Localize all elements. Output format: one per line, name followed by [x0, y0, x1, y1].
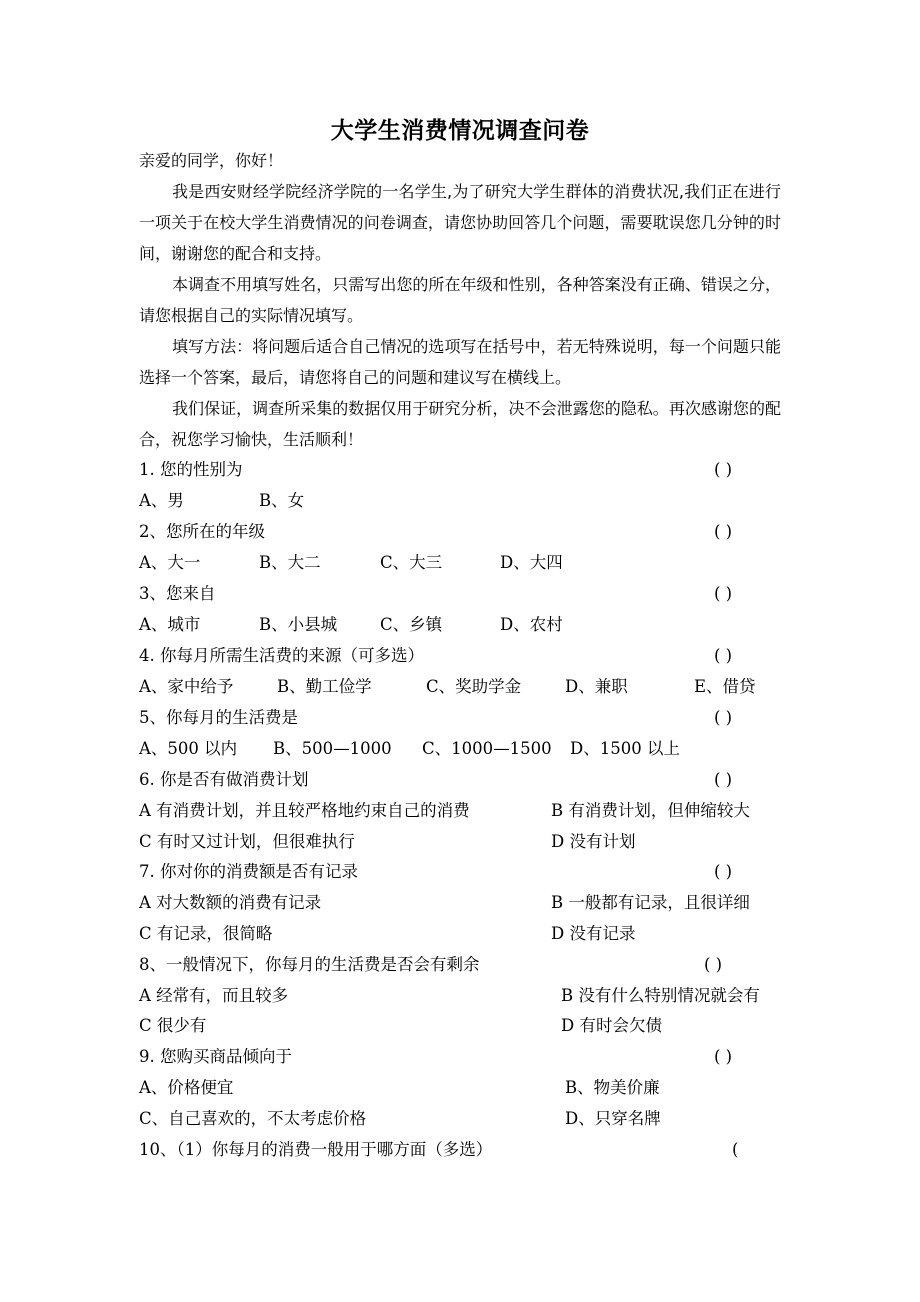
question-text: 4. 你每月所需生活费的来源（可多选）: [139, 646, 424, 665]
option: B、500—1000: [273, 739, 392, 758]
answer-blank[interactable]: (: [732, 1140, 739, 1159]
option: C 很少有: [139, 1016, 207, 1035]
page-title: 大学生消费情况调查问卷: [330, 118, 590, 144]
option: C 有时又过计划，但很难执行: [139, 832, 355, 851]
option: A 经常有，而且较多: [139, 986, 289, 1005]
answer-blank[interactable]: ( ): [714, 1047, 733, 1066]
option: D 没有记录: [551, 924, 636, 943]
greeting: 亲爱的同学，你好！: [139, 151, 284, 170]
answer-blank[interactable]: ( ): [714, 522, 733, 541]
intro-section: [139, 145, 781, 455]
question-1-options: [139, 485, 781, 516]
option: A、价格便宜: [139, 1078, 234, 1097]
answer-blank[interactable]: ( ): [714, 708, 733, 727]
option: E、借贷: [694, 677, 756, 696]
question-text: 9. 您购买商品倾向于: [139, 1047, 292, 1066]
option: B 有消费计划，但伸缩较大: [551, 801, 750, 820]
option: B 一般都有记录，且很详细: [551, 893, 750, 912]
question-3-options: [139, 609, 781, 640]
option: C、1000—1500: [422, 739, 552, 758]
option: A、城市: [139, 615, 201, 634]
option: C、乡镇: [380, 615, 443, 634]
option: A 有消费计划，并且较严格地约束自己的消费: [139, 801, 470, 820]
question-text: 5、你每月的生活费是: [139, 708, 298, 727]
question-6-options: [139, 826, 781, 857]
option: D、兼职: [565, 677, 628, 696]
intro-paragraph: 本调查不用填写姓名，只需写出您的所在年级和性别，各种答案没有正确、错误之分，请您根据自己的实际情况填写。: [139, 275, 781, 325]
question-8: [139, 949, 781, 980]
question-9-options: [139, 1072, 781, 1103]
question-text: 7. 你对你的消费额是否有记录: [139, 862, 358, 881]
question-text: 1. 您的性别为: [139, 460, 243, 479]
question-text: 8、一般情况下，你每月的生活费是否会有剩余: [139, 955, 480, 974]
question-9-options: [139, 1103, 781, 1134]
intro-paragraph: 我们保证，调查所采集的数据仅用于研究分析，决不会泄露您的隐私。再次感谢您的配合，祝您学习愉快，生活顺利！: [139, 399, 781, 449]
question-5-options: [139, 733, 781, 764]
option: A、500 以内: [139, 739, 238, 758]
question-8-options: [139, 980, 781, 1011]
answer-blank[interactable]: ( ): [714, 862, 733, 881]
answer-blank[interactable]: ( ): [714, 584, 733, 603]
intro-paragraph: 填写方法：将问题后适合自己情况的选项写在括号中，若无特殊说明，每一个问题只能选择一个答案，最后，请您将自己的问题和建议写在横线上。: [139, 337, 781, 387]
intro-paragraph: 我是西安财经学院经济学院的一名学生,为了研究大学生群体的消费状况,我们正在进行一项关于在校大学生消费情况的问卷调查，请您协助回答几个问题，需要耽误您几分钟的时间，谢谢您的配合和支持。: [139, 182, 781, 263]
option: A、大一: [139, 553, 201, 572]
question-4-options: [139, 671, 781, 702]
question-1: [139, 454, 781, 485]
option: D 没有计划: [551, 832, 636, 851]
question-4: [139, 640, 781, 671]
question-text: 10、（1）你每月的消费一般用于哪方面（多选）: [139, 1140, 493, 1159]
option: B、物美价廉: [565, 1078, 660, 1097]
question-10: [139, 1134, 781, 1165]
question-5: [139, 702, 781, 733]
answer-blank[interactable]: ( ): [714, 646, 733, 665]
option: B、勤工俭学: [277, 677, 372, 696]
question-8-options: [139, 1010, 781, 1041]
option: D、大四: [500, 553, 563, 572]
option: A、家中给予: [139, 677, 234, 696]
question-text: 2、您所在的年级: [139, 522, 265, 541]
question-7: [139, 856, 781, 887]
option: D 有时会欠债: [561, 1016, 662, 1035]
question-6: [139, 764, 781, 795]
option: C、大三: [380, 553, 443, 572]
option: B、女: [259, 491, 305, 510]
question-3: [139, 578, 781, 609]
question-7-options: [139, 887, 781, 918]
option: D、农村: [500, 615, 563, 634]
option: C 有记录，很简略: [139, 924, 273, 943]
option: C、自己喜欢的，不太考虑价格: [139, 1109, 367, 1128]
question-9: [139, 1041, 781, 1072]
option: B、小县城: [259, 615, 338, 634]
question-6-options: [139, 795, 781, 826]
option: A、男: [139, 491, 184, 510]
question-2-options: [139, 547, 781, 578]
question-7-options: [139, 918, 781, 949]
answer-blank[interactable]: ( ): [704, 955, 723, 974]
answer-blank[interactable]: ( ): [714, 460, 733, 479]
option: D、只穿名牌: [565, 1109, 661, 1128]
option: D、1500 以上: [570, 739, 680, 758]
option: B、大二: [259, 553, 321, 572]
option: C、奖助学金: [426, 677, 522, 696]
question-text: 3、您来自: [139, 584, 216, 603]
option: B 没有什么特别情况就会有: [561, 986, 760, 1005]
question-text: 6. 你是否有做消费计划: [139, 770, 309, 789]
question-2: [139, 516, 781, 547]
option: A 对大数额的消费有记录: [139, 893, 322, 912]
answer-blank[interactable]: ( ): [714, 770, 733, 789]
